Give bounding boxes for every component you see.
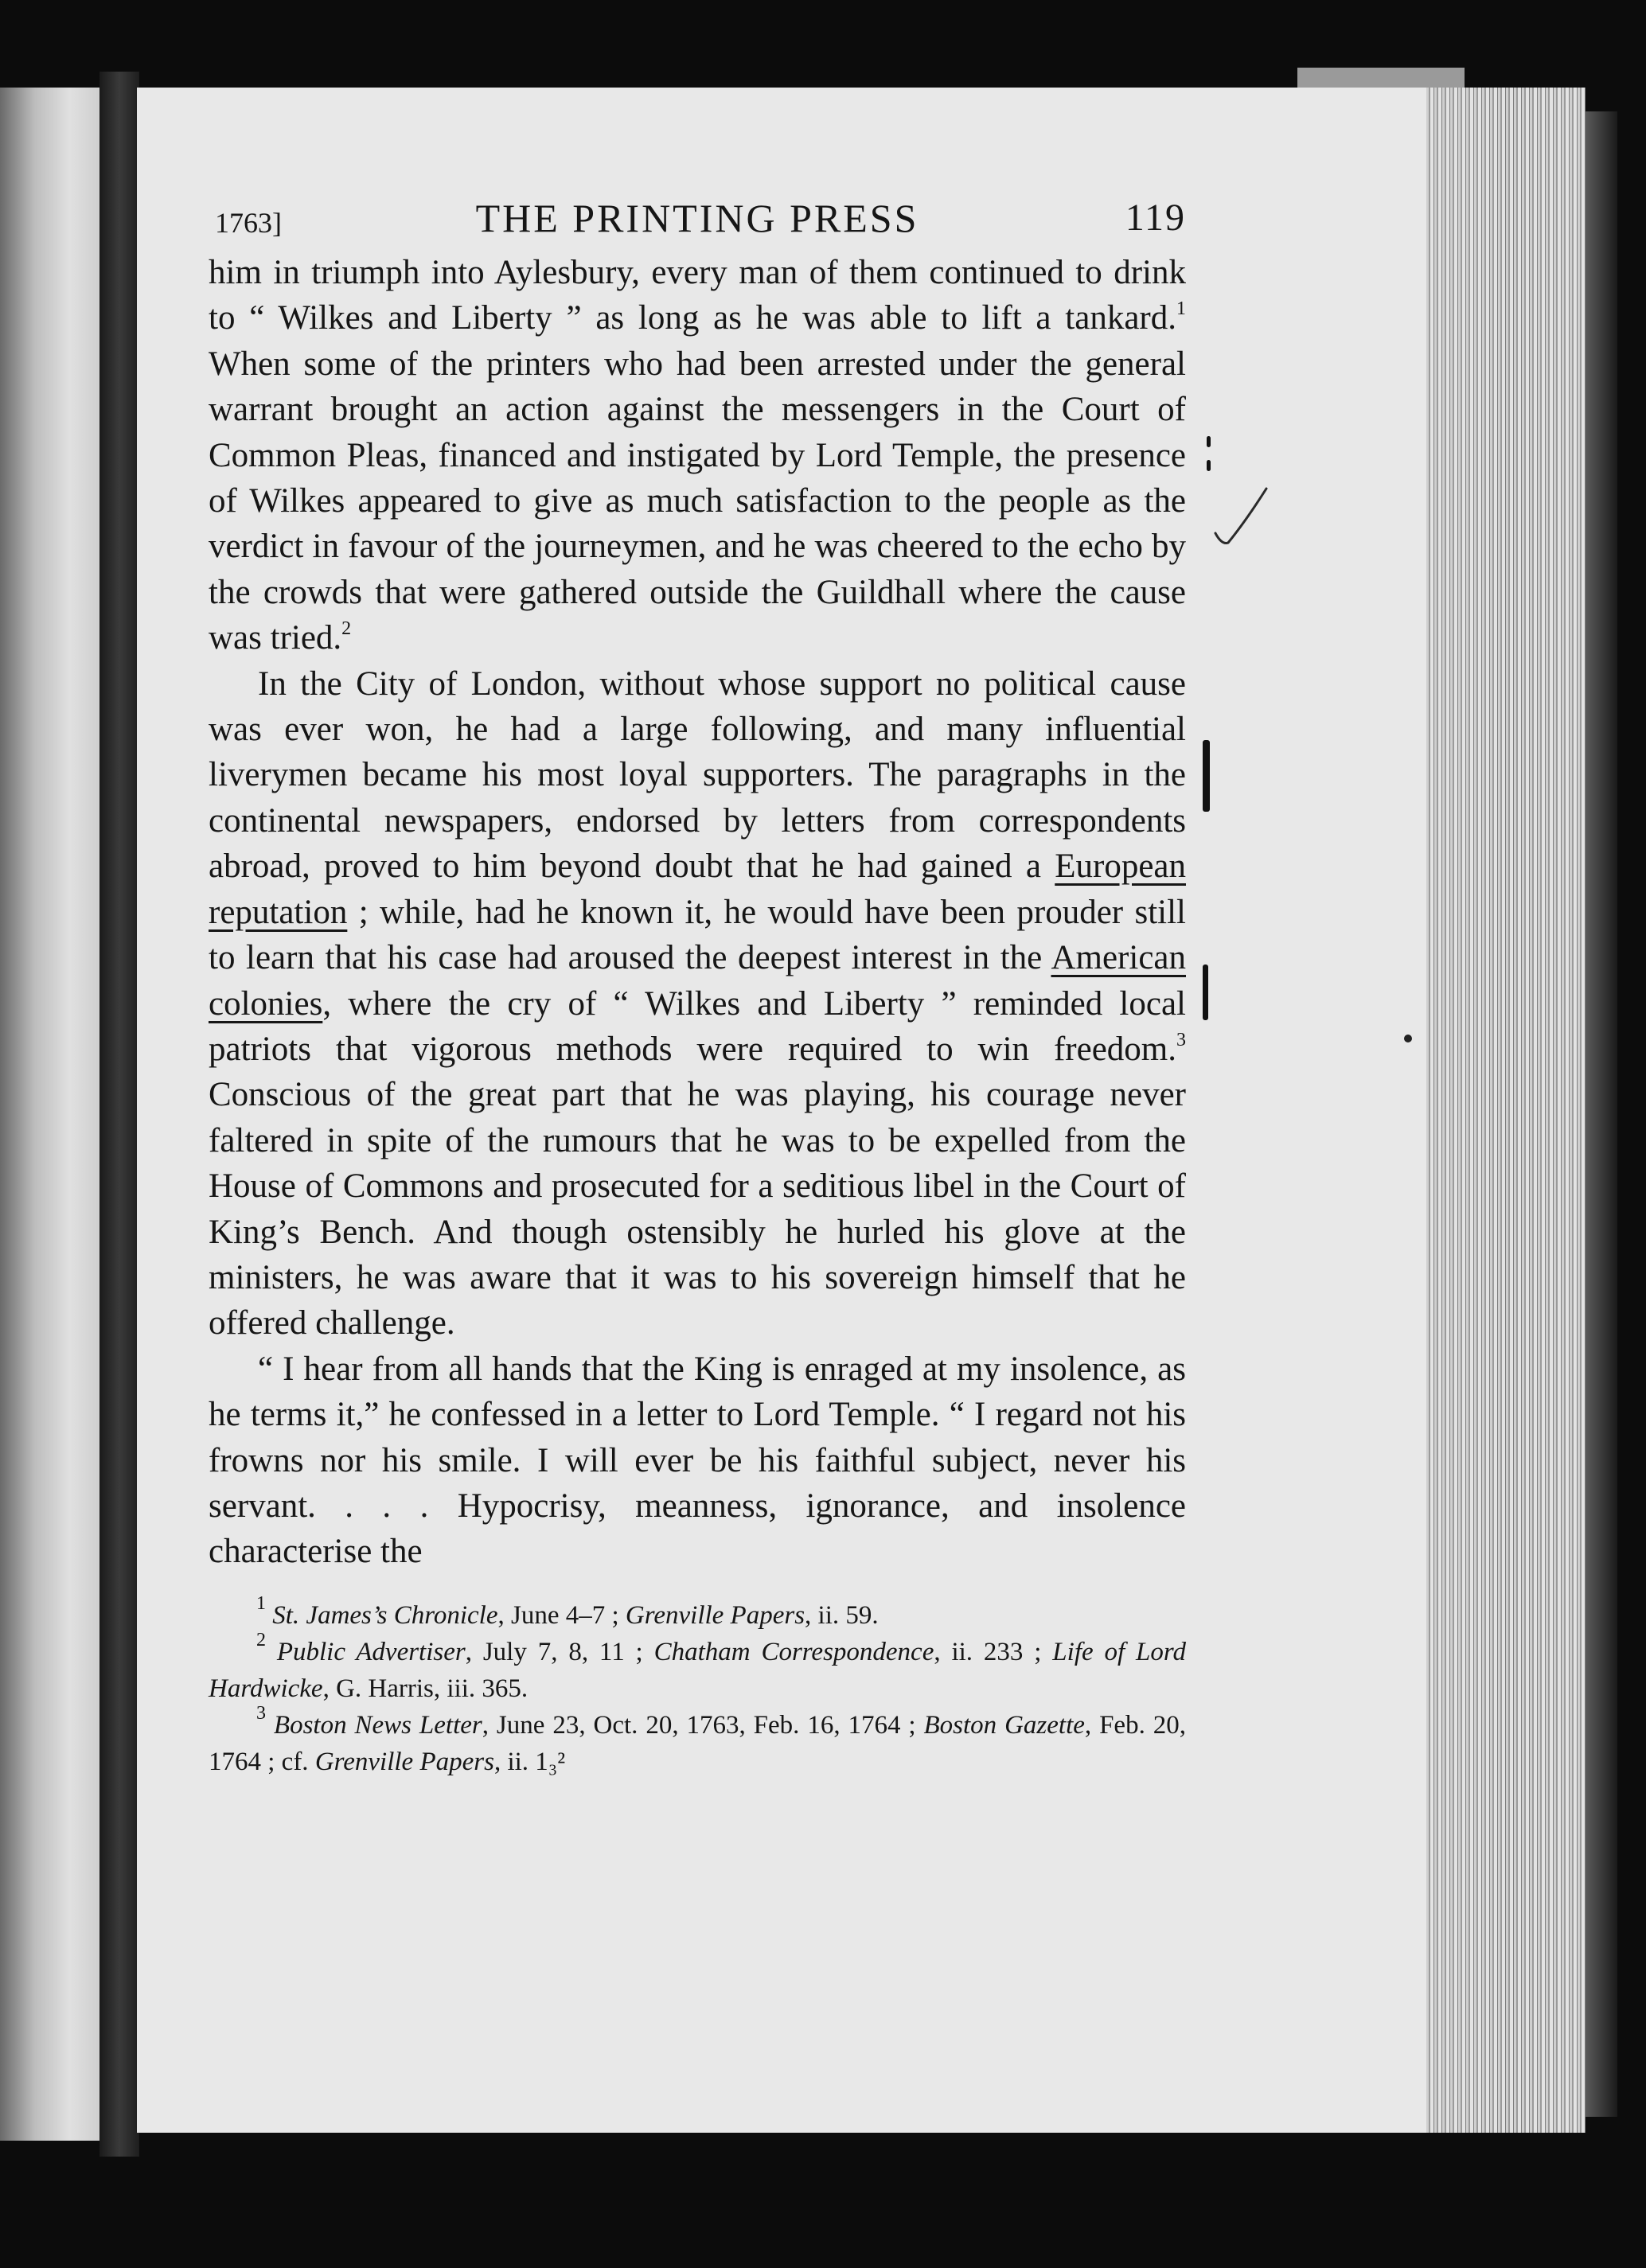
margin-stroke-mark: [1207, 460, 1211, 471]
running-head-year: 1763]: [215, 207, 282, 239]
page-number: 119: [1125, 197, 1186, 239]
citation-title: Boston Gazette: [923, 1710, 1085, 1740]
pencil-check-mark: [1214, 485, 1270, 557]
footnote-reference: 1: [1176, 298, 1186, 320]
footnote: [209, 1592, 1186, 1634]
footnote: [209, 1702, 1186, 1780]
citation-title: Chatham Correspondence: [653, 1637, 934, 1666]
text-run: , G. Harris, iii. 365.: [322, 1674, 529, 1703]
text-run: , ii. 1₃²: [493, 1747, 566, 1776]
facing-page-edge: [0, 88, 99, 2141]
footnote-reference: 2: [341, 618, 352, 640]
footnotes: [209, 1592, 1186, 1780]
text-run: , where the cry of “ Wilkes and Liberty ” reminded local patriots that vigorous methods were required to win freedom.: [209, 984, 1186, 1068]
text-run: , June 4–7 ;: [497, 1600, 626, 1630]
body-text: [209, 250, 1186, 1575]
page-edge-shadow: [1586, 111, 1617, 2117]
margin-line-mark: [1203, 964, 1208, 1020]
page-stack-edge: [1426, 88, 1586, 2133]
paragraph: [209, 250, 1186, 661]
paragraph: [209, 1346, 1186, 1575]
underlined-phrase: American colonies: [209, 939, 1186, 1023]
text-run: When some of the printers who had been arrested under the general warrant brought an action against the messengers in the Court of Common Pleas, financed and instigated by Lord Temple, the presence of Wilkes appeared to give as much satisfaction to the people as the verdict in favour of the journeymen, and he was cheered to the echo by the crowds that were gathered outside the Guildhall where the cause was tried.: [209, 345, 1186, 657]
citation-title: Grenville Papers: [625, 1600, 805, 1630]
citation-title: Life of Lord Hardwicke: [209, 1637, 1186, 1703]
citation-title: St. James’s Chronicle: [272, 1600, 498, 1630]
text-run: Conscious of the great part that he was playing, his courage never faltered in spite of the rumours that he was to be expelled from the House of Commons and prosecuted for a seditious libel in the Court of King’s Bench. And though ostensibly he hurled his glove at the ministers, he was aware that it was to his sovereign himself that he offered challenge.: [209, 1076, 1186, 1342]
text-run: In the City of London, without whose support no political cause was ever won, he had a large following, and many influential liverymen became his most loyal supporters. The paragraphs in the continental newspapers, endorsed by letters from correspondents abroad, proved to him beyond doubt that he had gained a: [209, 664, 1186, 886]
margin-line-mark: [1203, 740, 1210, 812]
running-head: [209, 189, 1186, 247]
footnote: [209, 1629, 1186, 1707]
citation-title: Grenville Papers: [314, 1747, 494, 1776]
underlined-phrase: European reputation: [209, 848, 1186, 931]
citation-title: Boston News Letter: [273, 1710, 482, 1740]
footnote-reference: 3: [1176, 1029, 1186, 1050]
running-head-title: THE PRINTING PRESS: [475, 196, 919, 240]
footnote-number: 1: [256, 1592, 266, 1614]
text-run: , ii. 233 ;: [934, 1637, 1053, 1666]
text-run: , Feb. 20, 1764 ; cf.: [209, 1710, 1186, 1776]
margin-stroke-mark: [1207, 436, 1211, 447]
text-run: , ii. 59.: [805, 1600, 879, 1630]
paragraph: [209, 661, 1186, 1346]
text-run: , June 23, Oct. 20, 1763, Feb. 16, 1764 ;: [482, 1710, 924, 1740]
margin-dot-mark: [1404, 1035, 1412, 1042]
text-run: “ I hear from all hands that the King is enraged at my insolence, as he terms it,” he confessed in a letter to Lord Temple. “ I regard not his frowns nor his smile. I will ever be his faithful subject, never his servant. . . . Hypocrisy, meanness, ignorance, and insolence characterise the: [209, 1350, 1186, 1571]
text-run: ; while, had he known it, he would have been prouder still to learn that his case had aroused the deepest interest in the: [209, 893, 1186, 977]
footnote-number: 2: [256, 1629, 266, 1650]
footnote-number: 3: [256, 1702, 266, 1724]
text-run: , July 7, 8, 11 ;: [465, 1637, 654, 1666]
text-run: him in triumph into Aylesbury, every man of them continued to drink to “ Wilkes and Liberty ” as long as he was able to lift a tankard.: [209, 254, 1186, 337]
page-text-column: [209, 189, 1186, 1780]
citation-title: Public Advertiser: [276, 1637, 466, 1666]
book-gutter: [99, 72, 139, 2157]
